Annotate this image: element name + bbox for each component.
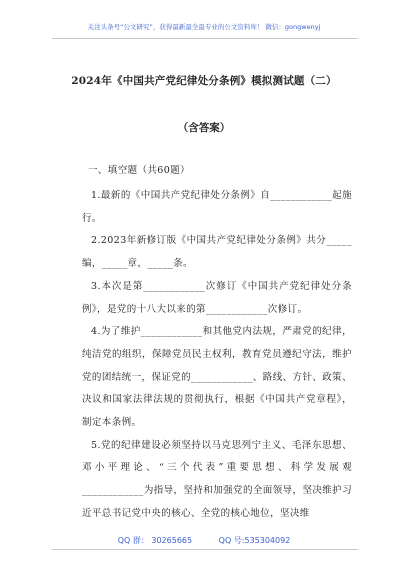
header-divider [52,38,358,39]
header-promo-note: 关注头条号“公文研究”，获得最新最全最专业的公文资料库！ 微信：gongwenyj [87,23,321,31]
question-list [82,185,352,526]
question-item-1: 1.最新的《中国共产党纪律处分条例》自____________起施行。 [82,190,352,224]
footer-qq-group: QQ 群： 30265665 [117,536,193,545]
footer-qq-number: QQ 号:535304092 [218,536,291,545]
question-item-3: 3.本次是第____________次修订《中国共产党纪律处分条例》，是党的十八大以来的第____________次修订。 [82,280,352,315]
question-item-2: 2.2023年新修订版《中国共产党纪律处分条例》共分_____编，_____章，_____条。 [82,235,352,270]
question-item-5: 5.党的纪律建设必须坚持以马克思列宁主义、毛泽东思想、邓小平理论、“三个代表”重要思想、科学发展观____________为指导，坚持和加强党的全面领导，坚决维护习近平总书记党中央的核心、全党的核心地位，坚决维 [82,439,352,519]
section-heading: 一、填空题（共60题） [88,165,190,176]
footer-divider [52,549,358,550]
question-item-4: 4.为了维护____________和其他党内法规，严肃党的纪律，纯洁党的组织，保障党员民主权利，教育党员遵纪守法，维护党的团结统一，保证党的____________、路线、方针、政策、决议和国家法律法规的贯彻执行，根据《中国共产党章程》，制定本条例。 [82,326,352,429]
page-title: 2024年《中国共产党纪律处分条例》模拟测试题（二） [71,75,337,87]
page-subtitle: （含答案） [177,122,231,134]
footer-contact [0,535,408,546]
